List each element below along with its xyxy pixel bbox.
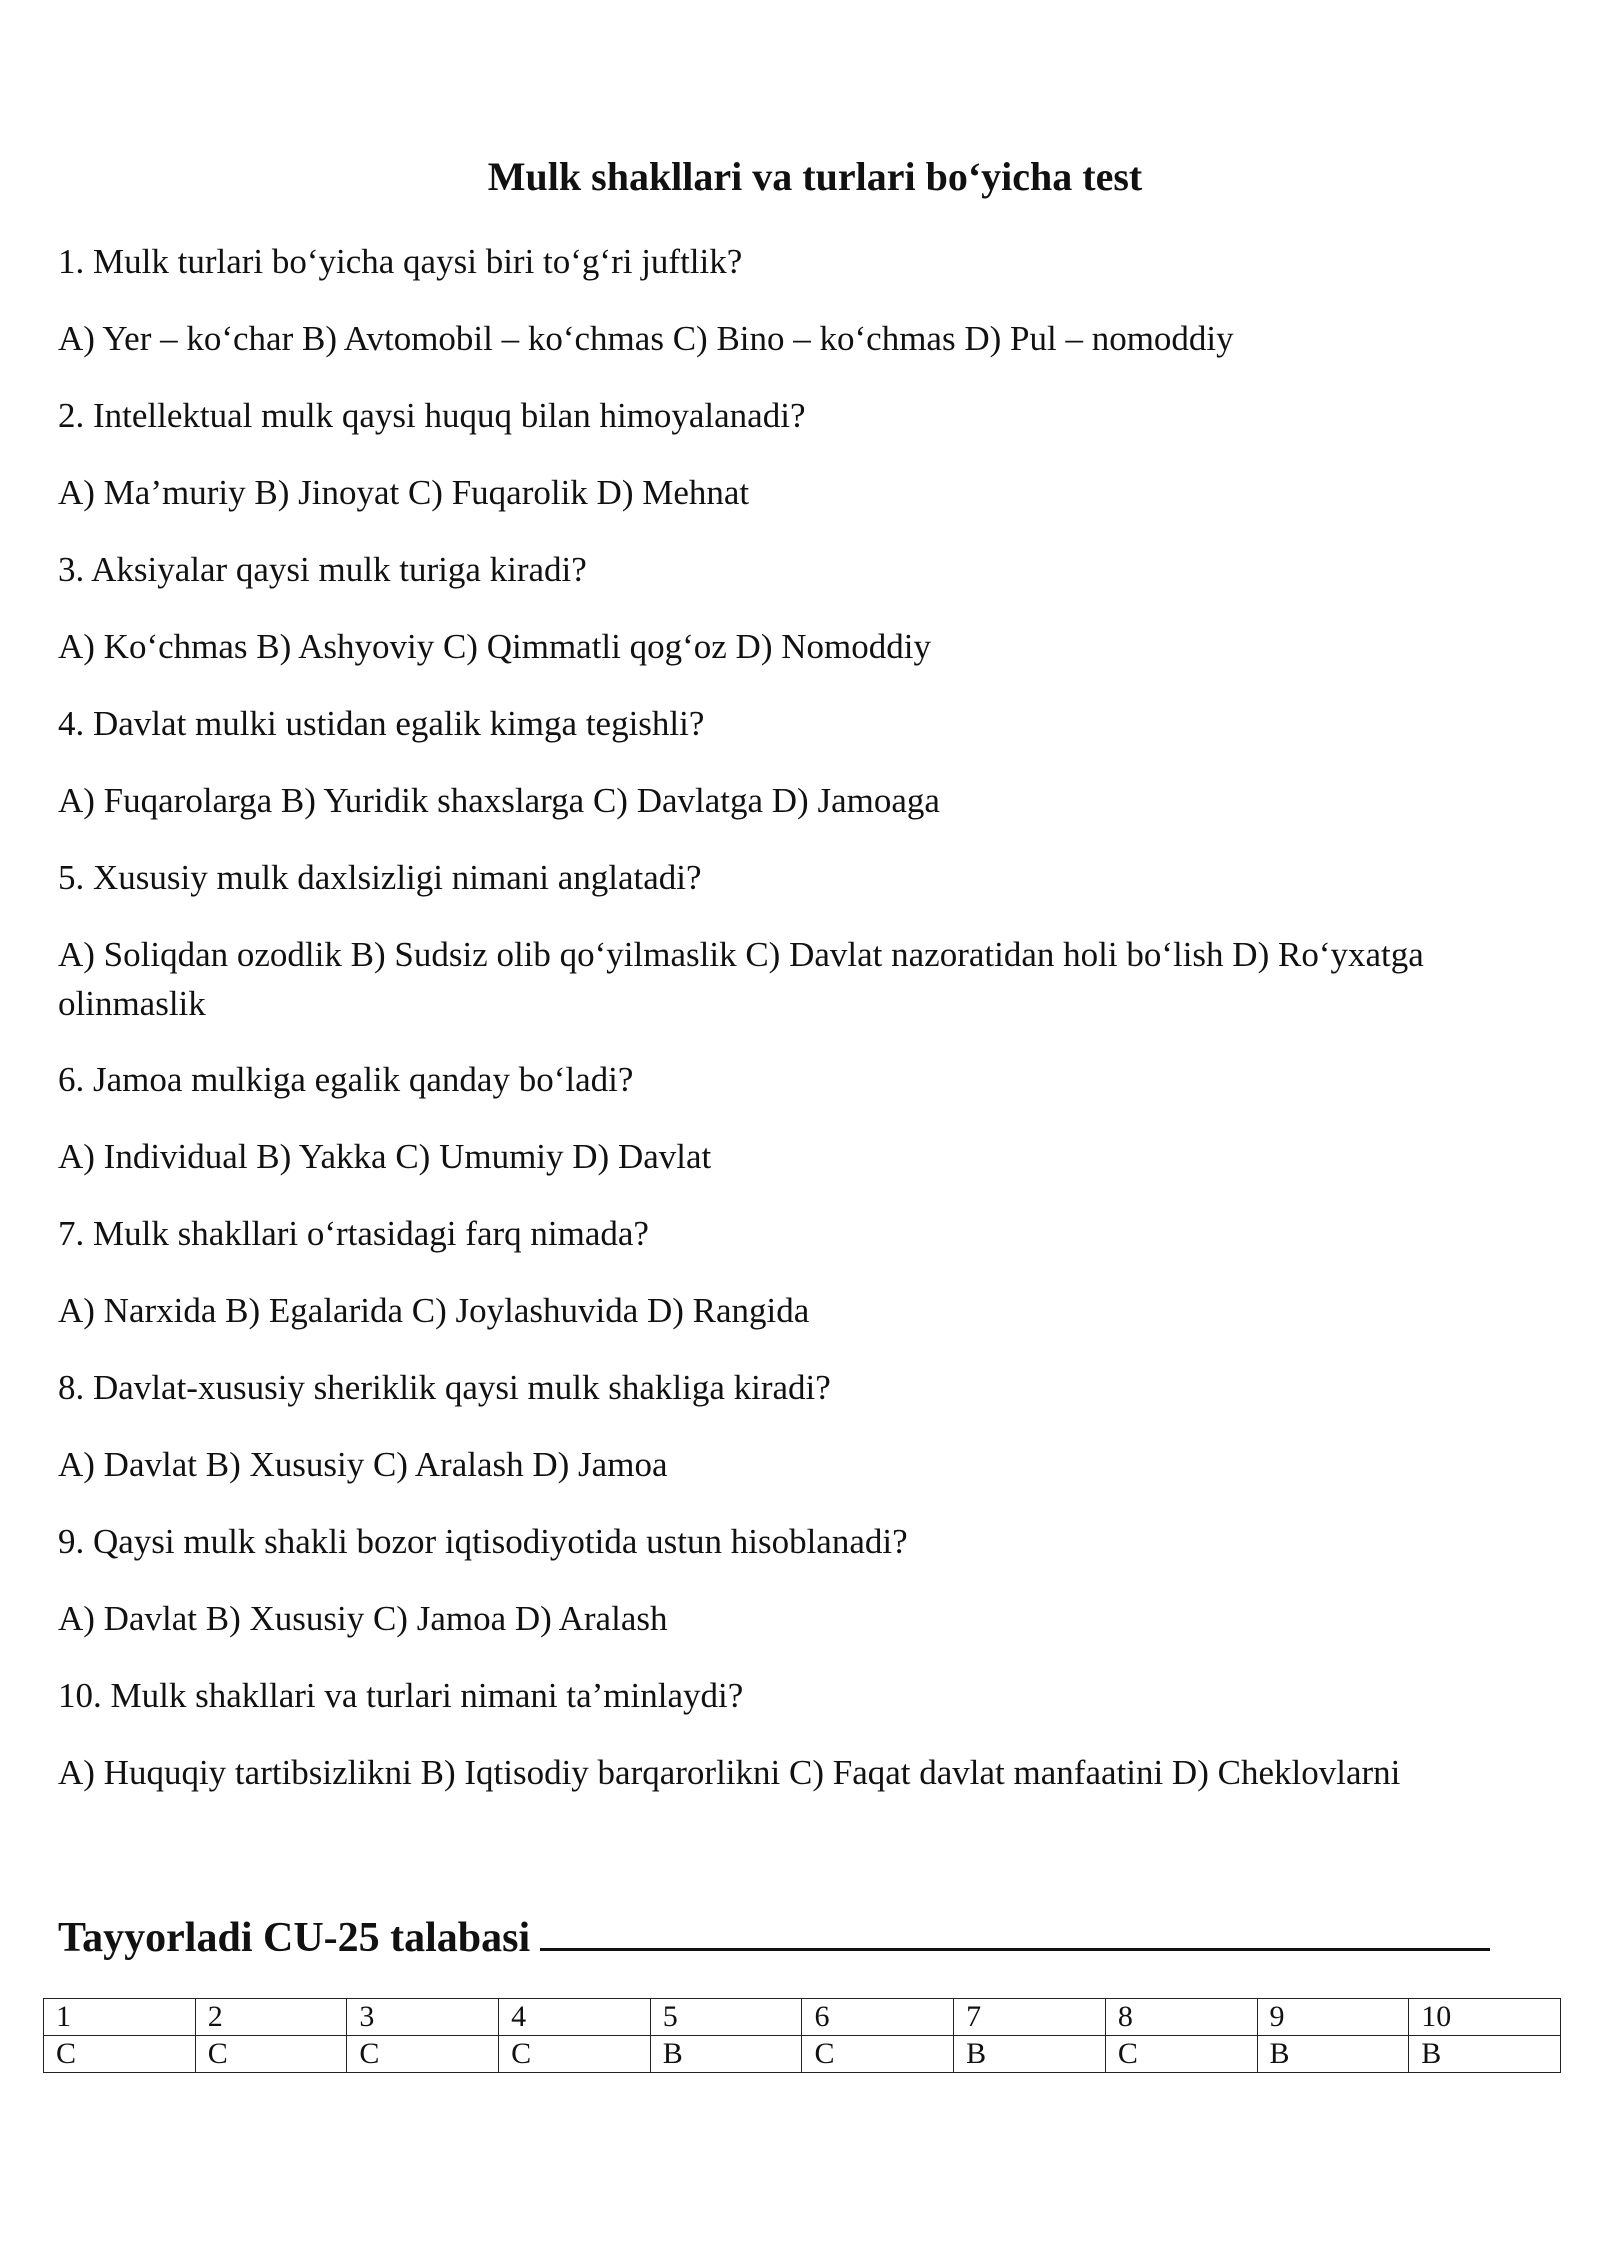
options-4: A) Fuqarolarga B) Yuridik shaxslarga C) Davlatga D) Jamoaga bbox=[58, 781, 940, 820]
options-3: A) Ko‘chmas B) Ashyoviy C) Qimmatli qog‘oz D) Nomoddiy bbox=[58, 627, 931, 666]
question-list bbox=[58, 237, 1558, 1825]
answer-letter-1: C bbox=[44, 2036, 196, 2073]
options-6: A) Individual B) Yakka C) Umumiy D) Davlat bbox=[58, 1137, 712, 1176]
answer-number-1: 1 bbox=[44, 1999, 196, 2036]
answer-number-5: 5 bbox=[650, 1999, 802, 2036]
answer-letter-10: B bbox=[1409, 2036, 1561, 2073]
answer-number-10: 10 bbox=[1409, 1999, 1561, 2036]
answer-letter-8: C bbox=[1105, 2036, 1257, 2073]
answer-number-4: 4 bbox=[499, 1999, 651, 2036]
question-9: 9. Qaysi mulk shakli bozor iqtisodiyotida ustun hisoblanadi? bbox=[58, 1522, 908, 1561]
answer-letter-2: C bbox=[195, 2036, 347, 2073]
question-5: 5. Xususiy mulk daxlsizligi nimani anglatadi? bbox=[58, 858, 702, 897]
options-8: A) Davlat B) Xususiy C) Aralash D) Jamoa bbox=[58, 1445, 668, 1484]
options-9: A) Davlat B) Xususiy C) Jamoa D) Aralash bbox=[58, 1599, 668, 1638]
question-8: 8. Davlat-xususiy sheriklik qaysi mulk shakliga kiradi? bbox=[58, 1368, 831, 1407]
answer-number-7: 7 bbox=[954, 1999, 1106, 2036]
question-6: 6. Jamoa mulkiga egalik qanday bo‘ladi? bbox=[58, 1060, 634, 1099]
question-4: 4. Davlat mulki ustidan egalik kimga tegishli? bbox=[58, 704, 705, 743]
answer-key-answers-row bbox=[44, 2036, 1561, 2073]
options-5: A) Soliqdan ozodlik B) Sudsiz olib qo‘yilmaslik C) Davlat nazoratidan holi bo‘lish D) Ro‘yxatga olinmaslik bbox=[58, 935, 1424, 1023]
signature-label: Tayyorladi CU-25 talabasi bbox=[58, 1915, 531, 1961]
signature-line bbox=[540, 1908, 1490, 1951]
answer-key-numbers-row bbox=[44, 1999, 1561, 2036]
answer-letter-3: C bbox=[347, 2036, 499, 2073]
options-1: A) Yer – ko‘char B) Avtomobil – ko‘chmas C) Bino – ko‘chmas D) Pul – nomoddiy bbox=[58, 319, 1234, 358]
options-10: A) Huquqiy tartibsizlikni B) Iqtisodiy barqarorlikni C) Faqat davlat manfaatini D) Cheklovlarni bbox=[58, 1753, 1401, 1792]
question-10: 10. Mulk shakllari va turlari nimani ta’minlaydi? bbox=[58, 1676, 744, 1715]
question-3: 3. Aksiyalar qaysi mulk turiga kiradi? bbox=[58, 550, 587, 589]
answer-number-8: 8 bbox=[1105, 1999, 1257, 2036]
answer-number-2: 2 bbox=[195, 1999, 347, 2036]
question-2: 2. Intellektual mulk qaysi huquq bilan himoyalanadi? bbox=[58, 396, 806, 435]
question-1: 1. Mulk turlari bo‘yicha qaysi biri to‘g‘ri juftlik? bbox=[58, 242, 743, 281]
options-2: A) Ma’muriy B) Jinoyat C) Fuqarolik D) Mehnat bbox=[58, 473, 750, 512]
options-7: A) Narxida B) Egalarida C) Joylashuvida D) Rangida bbox=[58, 1291, 810, 1330]
answer-letter-7: B bbox=[954, 2036, 1106, 2073]
answer-number-9: 9 bbox=[1257, 1999, 1409, 2036]
signature-block bbox=[58, 1908, 1490, 1964]
document-title: Mulk shakllari va turlari bo‘yicha test bbox=[487, 154, 1143, 199]
answer-key-table bbox=[43, 1998, 1561, 2073]
question-7: 7. Mulk shakllari o‘rtasidagi farq nimada? bbox=[58, 1214, 649, 1253]
answer-letter-4: C bbox=[499, 2036, 651, 2073]
answer-letter-9: B bbox=[1257, 2036, 1409, 2073]
answer-number-6: 6 bbox=[802, 1999, 954, 2036]
answer-number-3: 3 bbox=[347, 1999, 499, 2036]
answer-letter-5: B bbox=[650, 2036, 802, 2073]
answer-letter-6: C bbox=[802, 2036, 954, 2073]
